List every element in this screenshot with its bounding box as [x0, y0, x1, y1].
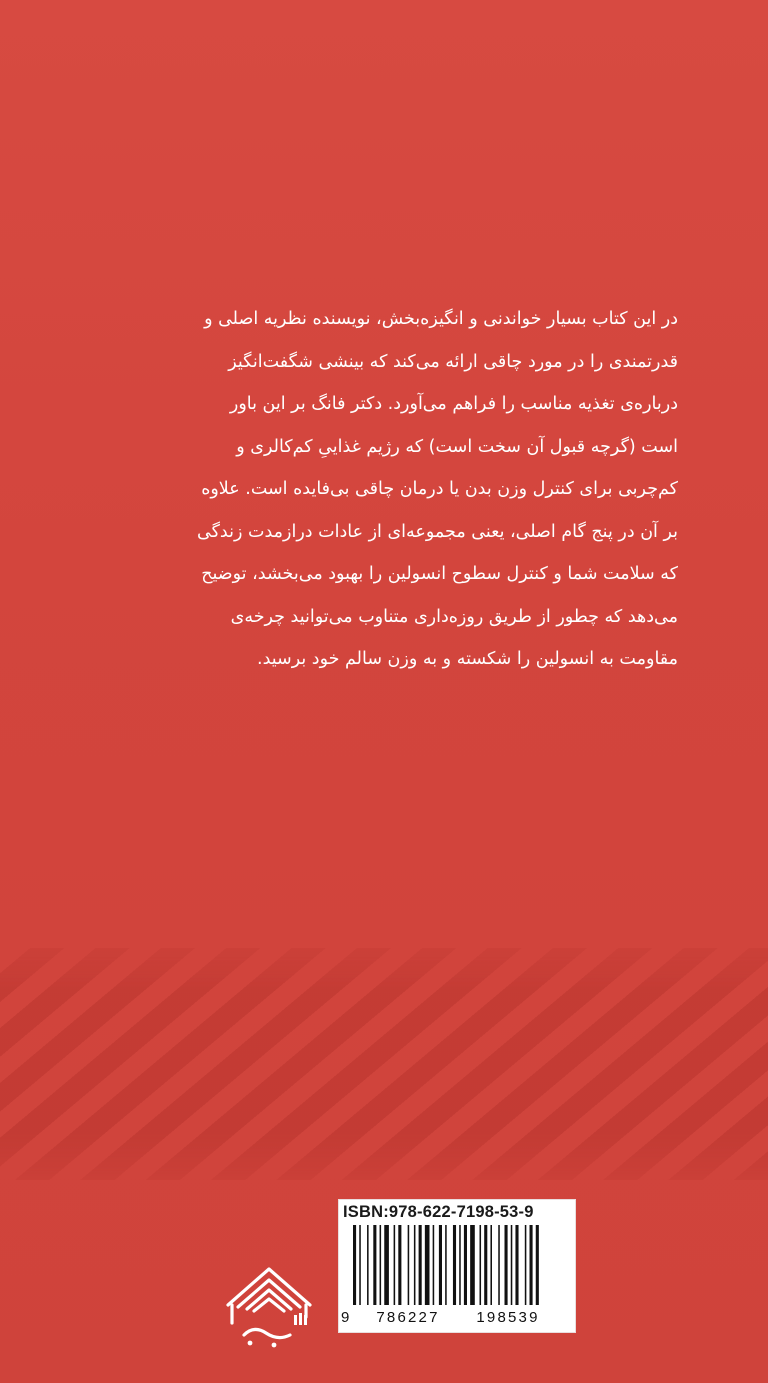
barcode-bar: [464, 1225, 467, 1307]
barcode-bar: [373, 1225, 376, 1307]
barcode-bar: [384, 1225, 389, 1307]
barcode-right-digits: 198539: [476, 1309, 540, 1326]
barcode-lead-digit: 9: [341, 1309, 350, 1326]
description-line: کم‌چربی برای کنترل وزن بدن یا درمان چاقی بی‌فایده است. علاوه: [201, 479, 678, 499]
barcode-bar: [439, 1225, 442, 1307]
barcode-bar: [484, 1225, 487, 1307]
barcode-left-digits: 786227: [376, 1309, 440, 1326]
description-line: بر آن در پنج گام اصلی، یعنی مجموعه‌ای از عادات درازمدت زندگی: [197, 521, 678, 542]
description-line: درباره‌ی تغذیه مناسب را فراهم می‌آورد. دکتر فانگ بر این باور: [229, 394, 678, 414]
barcode-bar: [511, 1225, 513, 1307]
barcode-bar: [525, 1225, 527, 1307]
barcode-bar: [414, 1225, 416, 1307]
description-line: می‌دهد که چطور از طریق روزه‌داری متناوب می‌توانید چرخه‌ی: [230, 606, 678, 627]
barcode-bar: [498, 1225, 500, 1307]
diagonal-stripe-band: [0, 948, 768, 1180]
barcode-bar: [515, 1225, 518, 1307]
barcode-bar: [419, 1225, 422, 1307]
description-line: که سلامت شما و کنترل سطوح انسولین را بهبود می‌بخشد، توضیح: [201, 564, 678, 584]
barcode-bar: [470, 1225, 475, 1307]
barcode-bar: [480, 1225, 482, 1307]
barcode-bar: [490, 1225, 492, 1307]
description-line: است (گرچه قبول آن سخت است) که رژیم غذاییِ کم‌کالری و: [236, 436, 678, 457]
barcode-bar: [425, 1225, 430, 1307]
barcode-bar: [380, 1225, 382, 1307]
isbn-number: ISBN:978-622-7198-53-9: [343, 1203, 534, 1221]
barcode-bar: [505, 1225, 508, 1307]
description-line: قدرتمندی را در مورد چاقی ارائه می‌کند که بینشی شگفت‌انگیز: [228, 351, 678, 372]
barcode-bar: [433, 1225, 435, 1307]
publisher-logo-icon: [214, 1255, 324, 1355]
barcode-bar: [394, 1225, 396, 1307]
barcode-bar: [398, 1225, 401, 1307]
barcode-digits: [341, 1305, 569, 1329]
description-line: در این کتاب بسیار خواندنی و انگیزه‌بخش، نویسنده نظریه اصلی و: [204, 309, 678, 329]
barcode-bar: [459, 1225, 461, 1307]
barcode-bar: [367, 1225, 369, 1307]
book-description: [92, 298, 678, 681]
isbn-barcode-label: [338, 1199, 576, 1333]
barcode-bar: [408, 1225, 410, 1307]
description-line: مقاومت به انسولین را شکسته و به وزن سالم خود برسید.: [257, 649, 678, 669]
